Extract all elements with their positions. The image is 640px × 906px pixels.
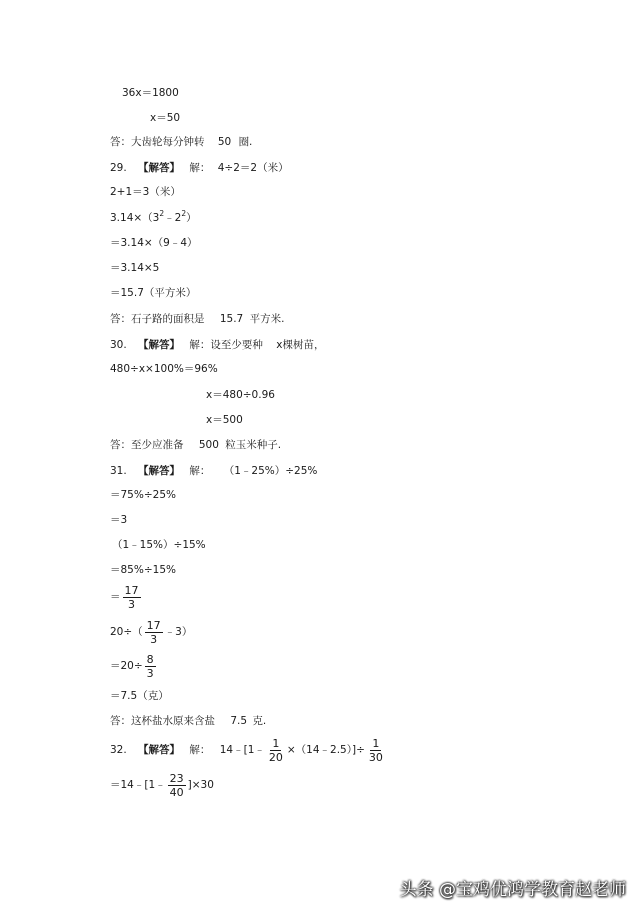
answer-value: 500 <box>198 439 219 451</box>
solution-label: 解： <box>189 465 211 477</box>
problem-number: 31. <box>110 465 127 477</box>
p28-equation-1: 36x＝1800 <box>122 87 179 99</box>
fraction: $\frac{17}{3}$ <box>146 618 161 646</box>
solution-label: 解： <box>189 162 211 174</box>
answer-value: 15.7 <box>219 313 244 325</box>
answer-text: 答：至少应准备 <box>110 439 184 451</box>
p31-line-4: （1﹣15%）÷15% <box>112 539 206 551</box>
answer-text: 答：石子路的面积是 <box>110 313 205 325</box>
p30-line-1: 480÷x×100%＝96% <box>110 363 218 375</box>
fraction: $\frac{1}{20}$ <box>268 736 283 764</box>
fraction: $\frac{1}{30}$ <box>368 736 383 764</box>
answer-value: 7.5 <box>230 715 248 727</box>
p31-line-7: 20÷（ $\frac{17}{3}$ ﹣3） <box>110 618 193 646</box>
p29-header <box>110 161 289 175</box>
p30-line-3: x＝500 <box>206 414 243 426</box>
equation: （1﹣25%）÷25% <box>223 465 318 477</box>
answer-tag: 【解答】 <box>138 339 181 351</box>
p29-answer <box>110 312 284 326</box>
problem-number: 32. <box>110 744 127 756</box>
answer-tag: 【解答】 <box>138 744 181 756</box>
solution-label: 解：设至少要种 <box>189 339 263 351</box>
problem-number: 30. <box>110 339 127 351</box>
p29-line-4: ＝3.14×（9﹣4） <box>110 237 198 249</box>
p28-answer <box>110 135 252 149</box>
p30-answer <box>110 438 281 452</box>
p29-line-2: 2+1＝3（米） <box>110 186 181 198</box>
p29-line-5: ＝3.14×5 <box>110 262 160 274</box>
watermark-text: 头条 @宝鸡优鸿学教育赵老师 <box>399 880 626 900</box>
p31-line-9: ＝7.5（克） <box>110 690 169 702</box>
p31-header <box>110 464 317 478</box>
p31-line-2: ＝75%÷25% <box>110 489 176 501</box>
fraction: $\frac{17}{3}$ <box>124 583 139 611</box>
answer-unit: 圈. <box>238 136 253 148</box>
p31-line-8: ＝20÷ $\frac{8}{3}$ <box>110 652 154 680</box>
answer-text: 答：大齿轮每分钟转 <box>110 136 205 148</box>
answer-value: 50 <box>217 136 232 148</box>
p31-line-3: ＝3 <box>110 514 128 526</box>
answer-unit: 克. <box>252 715 267 727</box>
solution-var: x棵树苗， <box>276 339 325 351</box>
problem-number: 29. <box>110 162 127 174</box>
answer-unit: 平方米. <box>249 313 285 325</box>
p30-header <box>110 338 324 352</box>
solution-label: 解： <box>189 744 211 756</box>
p31-line-5: ＝85%÷15% <box>110 564 176 576</box>
p29-line-6: ＝15.7（平方米） <box>110 287 197 299</box>
p30-line-2: x＝480÷0.96 <box>206 389 275 401</box>
answer-text: 答：这杯盐水原来含盐 <box>110 715 215 727</box>
answer-unit: 粒玉米种子. <box>225 439 282 451</box>
fraction: $\frac{23}{40}$ <box>169 771 184 799</box>
fraction: $\frac{8}{3}$ <box>146 652 154 680</box>
p31-answer <box>110 714 266 728</box>
p32-header: 32. 【解答】 解： 14﹣[1﹣ $\frac{1}{20}$ ×（14﹣2.5）]÷ $\frac{1}{30}$ <box>110 736 383 764</box>
p31-line-6: ＝ $\frac{17}{3}$ <box>110 583 139 611</box>
p29-line-3: $3.14\times(3^2﹣2^2)$ <box>110 209 197 224</box>
answer-tag: 【解答】 <box>138 162 181 174</box>
p32-line-2: ＝14﹣[1﹣ $\frac{23}{40}$ ]×30 <box>110 771 214 799</box>
answer-tag: 【解答】 <box>138 465 181 477</box>
equation: 4÷2＝2（米） <box>217 162 289 174</box>
p28-equation-2: x＝50 <box>150 112 181 124</box>
